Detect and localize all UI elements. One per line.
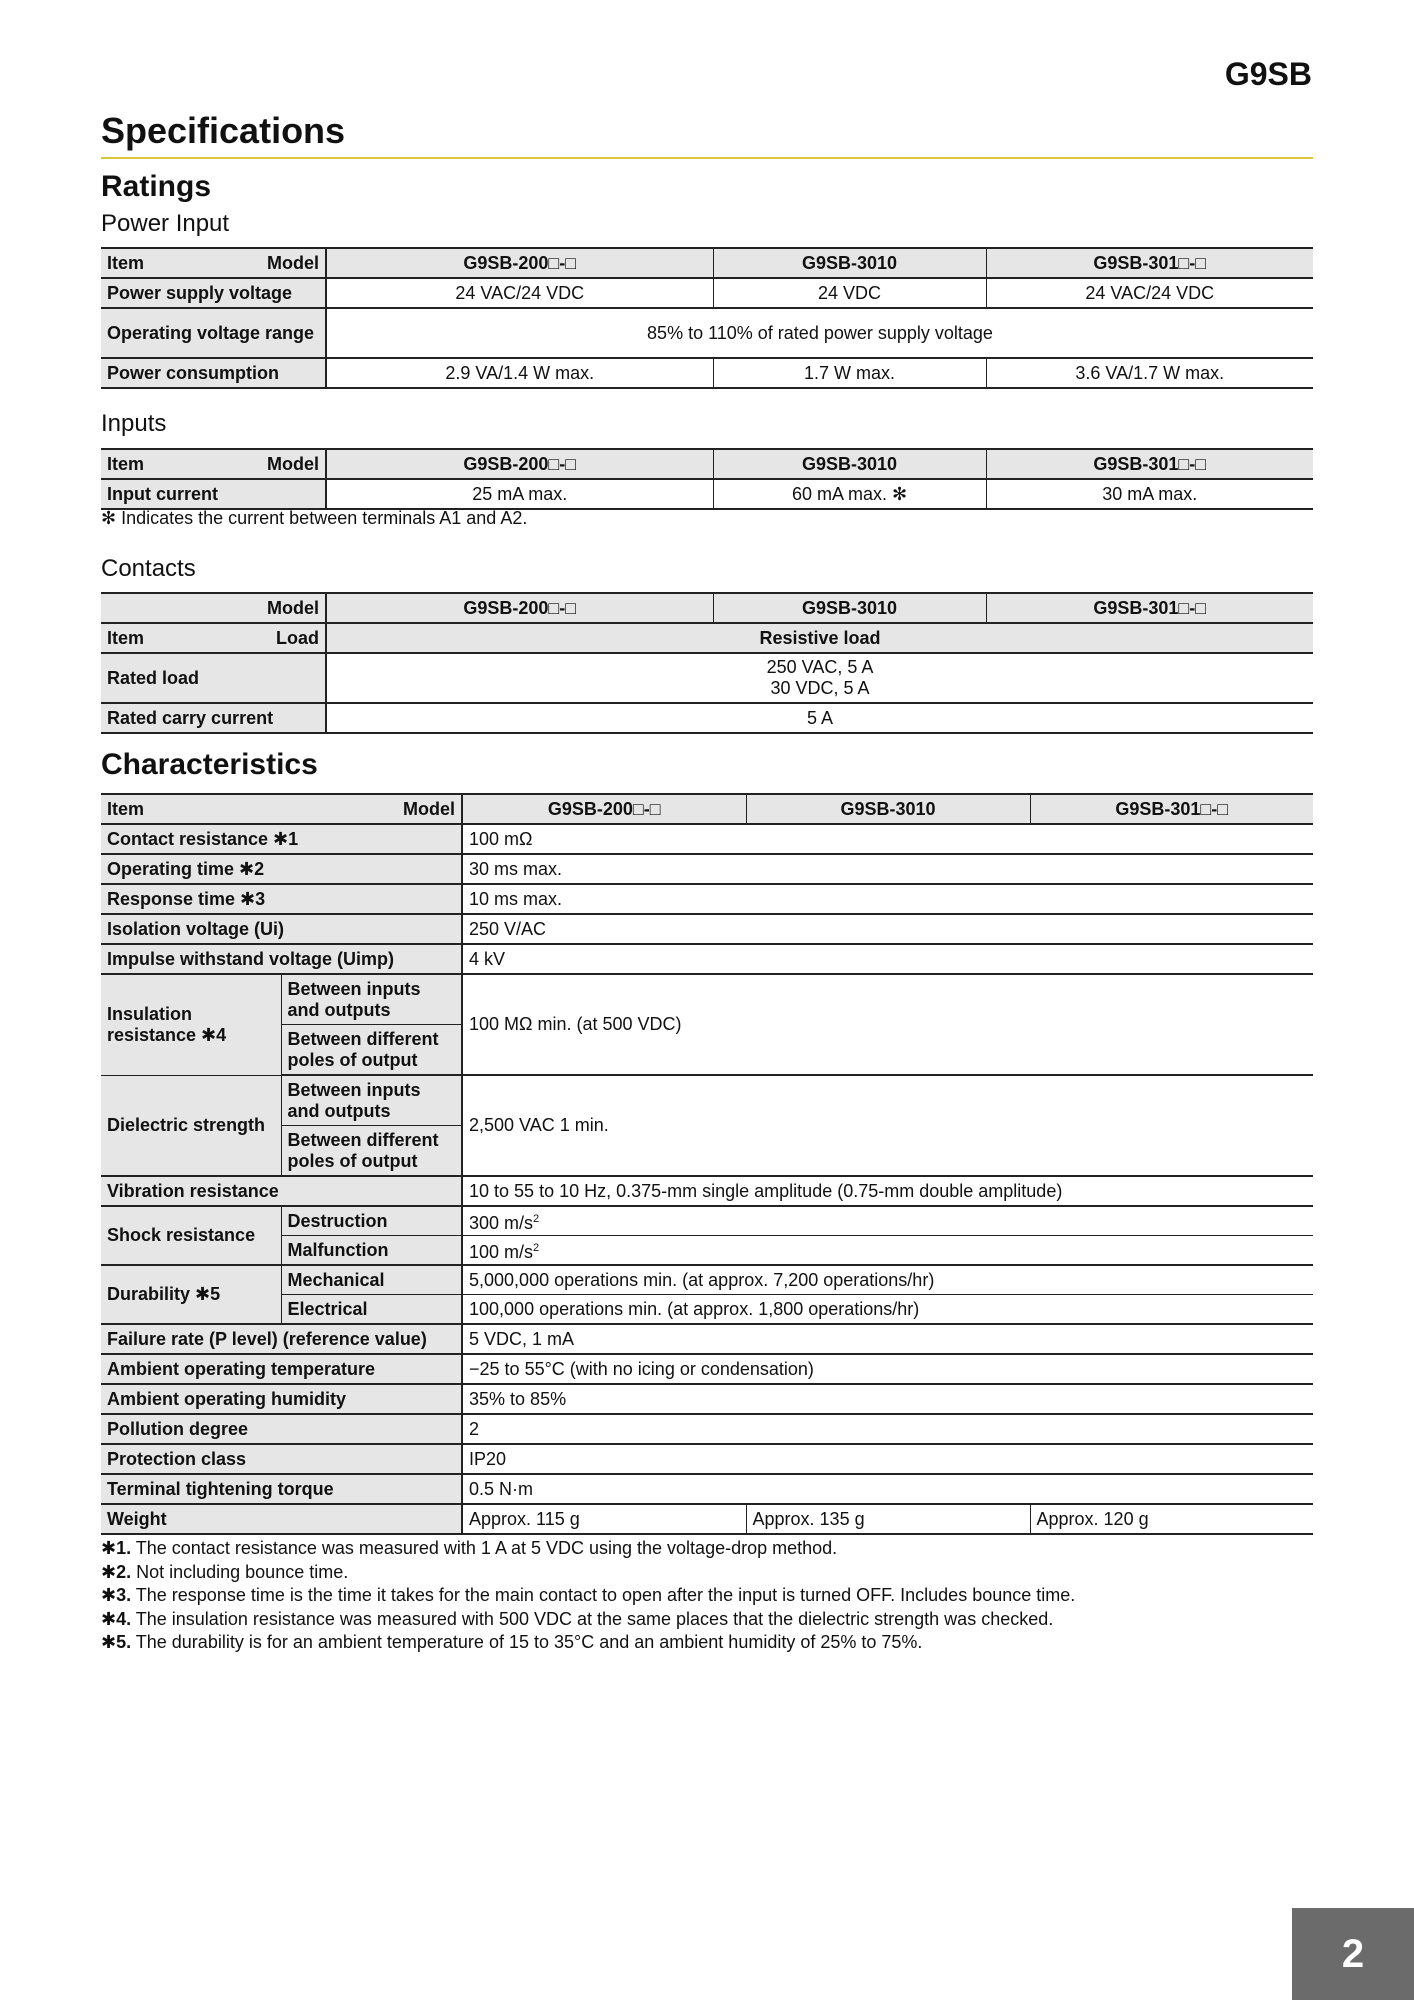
cell-value: 5 VDC, 1 mA (462, 1324, 1313, 1354)
footnote-mark: ✱1. (101, 1538, 132, 1558)
footnote-mark: ✱2. (101, 1561, 132, 1582)
model-label: Model (101, 593, 326, 623)
model-label: Model (403, 798, 456, 819)
footnote-mark: ✱4. (101, 1608, 132, 1629)
row-label: Durability ✱5 (101, 1265, 281, 1324)
cell-value: 3.6 VA/1.7 W max. (986, 358, 1313, 388)
footnotes (101, 1537, 1075, 1655)
cell-value: 2,500 VAC 1 min. (462, 1075, 1313, 1176)
cell-value: 5,000,000 operations min. (at approx. 7,200 operations/hr) (462, 1265, 1313, 1295)
table-row (101, 884, 1313, 914)
table-row (101, 1444, 1313, 1474)
section-power-input: Power Input (101, 210, 230, 237)
row-label: Failure rate (P level) (reference value) (101, 1324, 462, 1354)
inputs-footnote: ✻ Indicates the current between terminals A1 and A2. (101, 508, 528, 528)
row-label: Terminal tightening torque (101, 1474, 462, 1504)
model-header: G9SB-3010 (713, 449, 986, 479)
row-label: Weight (101, 1504, 462, 1534)
value-text: 100 m/s (469, 1241, 534, 1262)
footnote-text: The contact resistance was measured with 1 A at 5 VDC using the voltage-drop method. (131, 1538, 838, 1558)
table-row (101, 1075, 1313, 1126)
cell-value: 2 (462, 1414, 1313, 1444)
row-label: Insulation resistance ✱4 (101, 974, 281, 1075)
table-row (101, 1265, 1313, 1295)
row-label: Rated load (101, 653, 326, 703)
footnote-text: The response time is the time it takes for the main contact to open after the input is turned OFF. Includes bounce time. (131, 1585, 1076, 1606)
table-row (101, 1474, 1313, 1504)
load-type: Resistive load (326, 623, 1313, 653)
cell-value (462, 1206, 1313, 1236)
cell-value: 1.7 W max. (713, 358, 986, 388)
model-label: Model (267, 453, 319, 474)
cell-value: Approx. 120 g (1030, 1504, 1313, 1534)
footnote (101, 1631, 1075, 1655)
table-row (101, 1354, 1313, 1384)
table-row (101, 1414, 1313, 1444)
table-row (101, 1206, 1313, 1236)
table-row (101, 1504, 1313, 1534)
page-title: Specifications (101, 110, 346, 151)
table-header-row (101, 593, 1313, 623)
cell-value: IP20 (462, 1444, 1313, 1474)
cell-value: 4 kV (462, 944, 1313, 974)
row-label: Operating time ✱2 (101, 854, 462, 884)
cell-value: 35% to 85% (462, 1384, 1313, 1414)
table-row (101, 854, 1313, 884)
row-label: Rated carry current (101, 703, 326, 733)
table-row (101, 974, 1313, 1025)
page-number: 2 (1292, 1908, 1414, 2000)
sub-label: Between inputs and outputs (281, 1075, 462, 1126)
model-header: G9SB-200□-□ (326, 248, 713, 278)
row-label: Impulse withstand voltage (Uimp) (101, 944, 462, 974)
sub-label: Electrical (281, 1295, 462, 1325)
cell-value: Approx. 135 g (746, 1504, 1030, 1534)
row-label: Contact resistance ✱1 (101, 824, 462, 854)
cell-value: 10 to 55 to 10 Hz, 0.375-mm single amplitude (0.75-mm double amplitude) (462, 1176, 1313, 1206)
item-model-cell (101, 248, 326, 278)
rated-load-line: 30 VDC, 5 A (770, 678, 870, 698)
cell-value: 10 ms max. (462, 884, 1313, 914)
cell-value: 24 VAC/24 VDC (326, 278, 713, 308)
cell-value (462, 1236, 1313, 1266)
sub-label: Malfunction (281, 1236, 462, 1266)
cell-value: 60 mA max. ✻ (713, 479, 986, 509)
model-label: Model (267, 252, 319, 273)
model-header: G9SB-301□-□ (986, 593, 1313, 623)
table-row (101, 1236, 1313, 1266)
row-label: Power consumption (101, 358, 326, 388)
characteristics-table (101, 793, 1313, 1535)
power-input-table (101, 247, 1313, 389)
row-label: Protection class (101, 1444, 462, 1474)
row-label: Pollution degree (101, 1414, 462, 1444)
table-row (101, 1176, 1313, 1206)
footnote (101, 1537, 1075, 1561)
superscript: 2 (533, 1241, 540, 1254)
title-rule (101, 157, 1313, 159)
cell-value (326, 653, 1313, 703)
model-header: G9SB-200□-□ (462, 794, 746, 824)
cell-value: Approx. 115 g (462, 1504, 746, 1534)
cell-value: 5 A (326, 703, 1313, 733)
footnote-mark: ✱5. (101, 1632, 132, 1653)
sub-label: Destruction (281, 1206, 462, 1236)
table-row (101, 824, 1313, 854)
superscript: 2 (533, 1212, 540, 1225)
model-header: G9SB-301□-□ (1030, 794, 1313, 824)
row-label: Response time ✱3 (101, 884, 462, 914)
item-load-cell (101, 623, 326, 653)
model-header: G9SB-3010 (746, 794, 1030, 824)
footnote-text: Not including bounce time. (131, 1561, 349, 1582)
model-header: G9SB-3010 (713, 248, 986, 278)
cell-value: 250 V/AC (462, 914, 1313, 944)
row-label: Dielectric strength (101, 1075, 281, 1176)
rated-load-line: 250 VAC, 5 A (766, 657, 874, 677)
table-row (101, 358, 1313, 388)
footnote-text: The insulation resistance was measured with 500 VDC at the same places that the dielectric strength was checked. (131, 1608, 1054, 1629)
cell-value: 2.9 VA/1.4 W max. (326, 358, 713, 388)
row-label: Power supply voltage (101, 278, 326, 308)
cell-value: 25 mA max. (326, 479, 713, 509)
model-header: G9SB-3010 (713, 593, 986, 623)
table-header-row (101, 794, 1313, 824)
sub-label: Between inputs and outputs (281, 974, 462, 1025)
inputs-table (101, 448, 1313, 510)
row-label: Shock resistance (101, 1206, 281, 1265)
product-code: G9SB (1224, 56, 1312, 92)
row-label: Isolation voltage (Ui) (101, 914, 462, 944)
section-inputs: Inputs (101, 410, 167, 437)
row-label: Ambient operating humidity (101, 1384, 462, 1414)
model-header: G9SB-301□-□ (986, 248, 1313, 278)
table-row (101, 914, 1313, 944)
row-label: Ambient operating temperature (101, 1354, 462, 1384)
section-characteristics: Characteristics (101, 748, 318, 781)
table-row (101, 944, 1313, 974)
table-row (101, 703, 1313, 733)
cell-value: 30 mA max. (986, 479, 1313, 509)
item-label: Item (107, 798, 145, 819)
item-label: Item (107, 453, 145, 474)
item-model-cell (101, 794, 462, 824)
footnote (101, 1561, 1075, 1585)
table-header-row (101, 248, 1313, 278)
value-text: 300 m/s (469, 1212, 534, 1233)
cell-value: 0.5 N·m (462, 1474, 1313, 1504)
footnote-mark: ✱3. (101, 1585, 132, 1606)
table-row (101, 308, 1313, 358)
cell-value: −25 to 55°C (with no icing or condensation) (462, 1354, 1313, 1384)
cell-value: 85% to 110% of rated power supply voltage (326, 308, 1313, 358)
table-row (101, 1324, 1313, 1354)
row-label: Input current (101, 479, 326, 509)
cell-value: 30 ms max. (462, 854, 1313, 884)
footnote-text: The durability is for an ambient temperature of 15 to 35°C and an ambient humidity of 25% to 75%. (131, 1632, 923, 1653)
row-label: Operating voltage range (101, 308, 326, 358)
model-header: G9SB-200□-□ (326, 593, 713, 623)
sub-label: Mechanical (281, 1265, 462, 1295)
table-row (101, 479, 1313, 509)
row-label: Vibration resistance (101, 1176, 462, 1206)
footnote (101, 1584, 1075, 1608)
model-header: G9SB-301□-□ (986, 449, 1313, 479)
item-label: Item (107, 627, 145, 648)
table-row (101, 1295, 1313, 1325)
contacts-table (101, 592, 1313, 734)
section-contacts: Contacts (101, 555, 196, 582)
cell-value: 24 VAC/24 VDC (986, 278, 1313, 308)
sub-label: Between different poles of output (281, 1126, 462, 1177)
cell-value: 24 VDC (713, 278, 986, 308)
cell-value: 100,000 operations min. (at approx. 1,800 operations/hr) (462, 1295, 1313, 1325)
item-model-cell (101, 449, 326, 479)
item-label: Item (107, 252, 145, 273)
table-row (101, 278, 1313, 308)
footnote (101, 1608, 1075, 1632)
model-header: G9SB-200□-□ (326, 449, 713, 479)
table-row (101, 653, 1313, 703)
table-header-row (101, 623, 1313, 653)
section-ratings: Ratings (101, 170, 212, 203)
cell-value: 100 MΩ min. (at 500 VDC) (462, 974, 1313, 1075)
table-header-row (101, 449, 1313, 479)
load-label: Load (276, 627, 319, 648)
cell-value: 100 mΩ (462, 824, 1313, 854)
table-row (101, 1384, 1313, 1414)
sub-label: Between different poles of output (281, 1025, 462, 1076)
